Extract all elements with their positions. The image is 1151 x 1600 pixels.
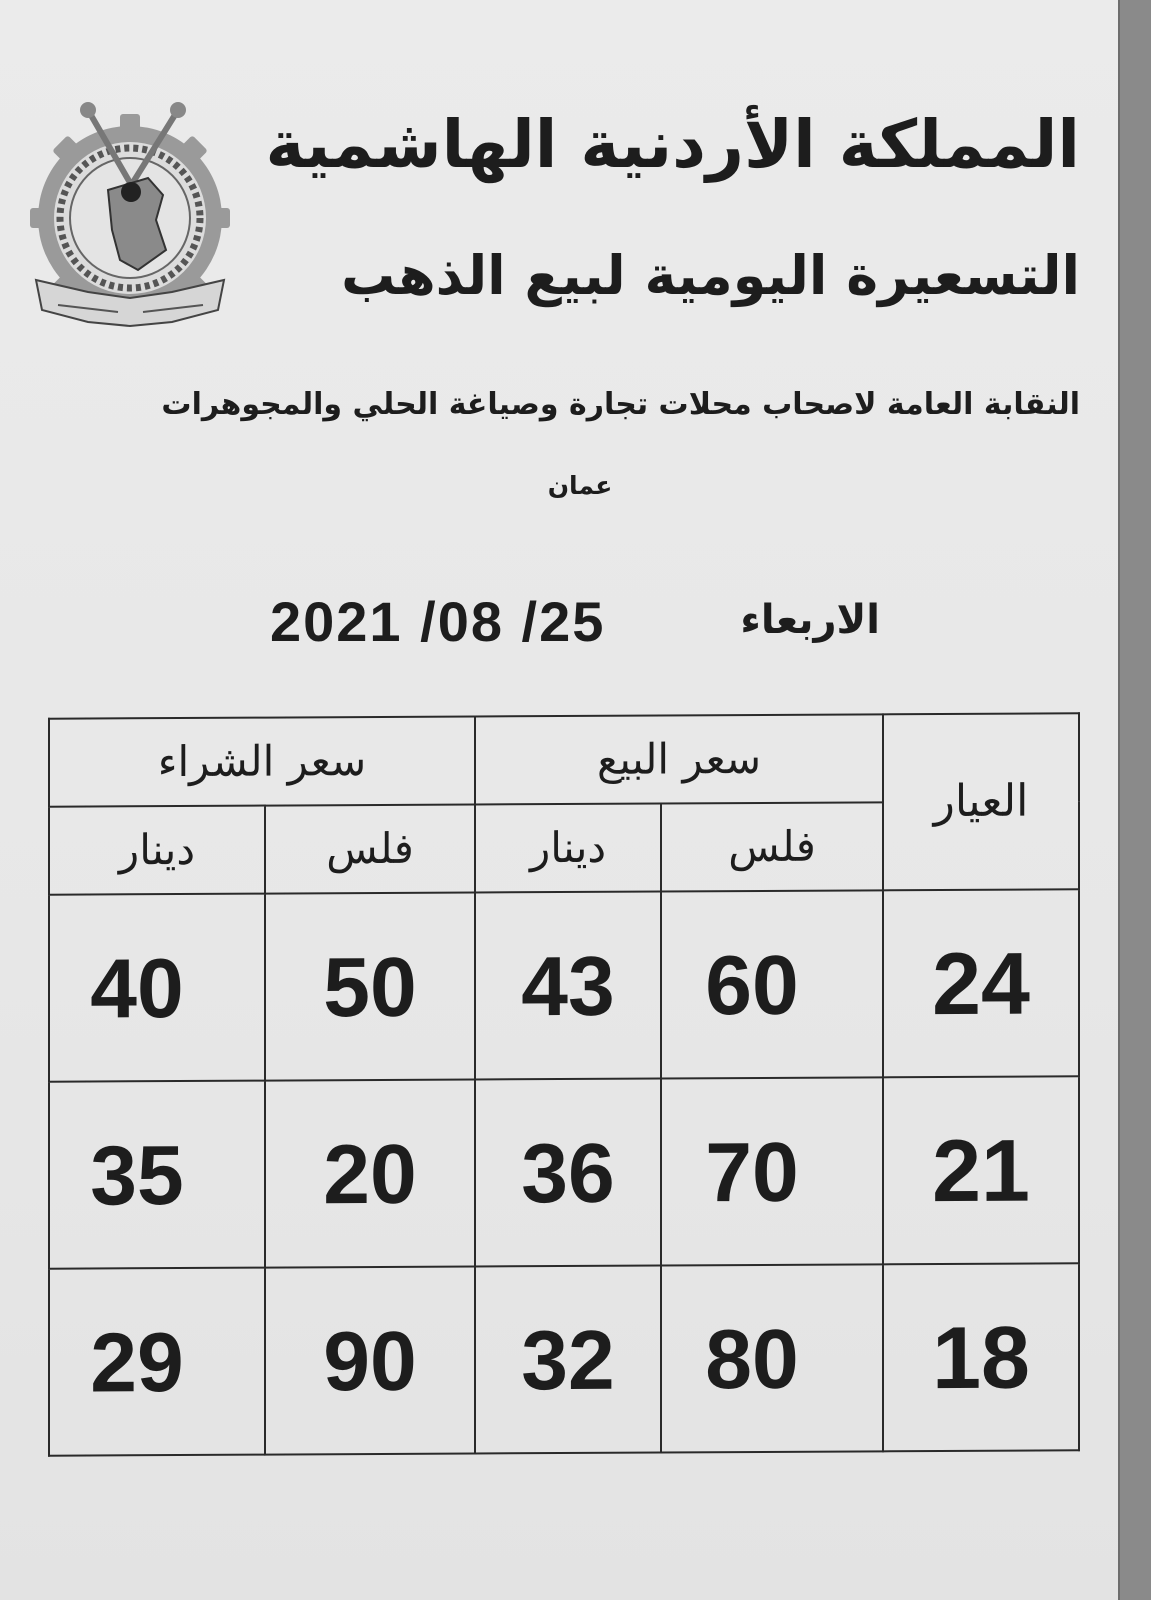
buy-dinar-cell: 35 — [49, 1081, 265, 1269]
sell-fils-header: فلس — [661, 802, 883, 891]
pricing-subtitle: التسعيرة اليومية لبيع الذهب — [341, 244, 1080, 307]
table-header-row — [49, 713, 1079, 806]
table-row — [49, 1263, 1079, 1455]
buy-fils-cell: 50 — [265, 892, 475, 1080]
sell-dinar-header: دينار — [475, 803, 661, 892]
date-value: 2021 /08 /25 — [270, 590, 606, 653]
date-line — [260, 590, 880, 660]
organization-name: النقابة العامة لاصحاب محلات تجارة وصياغة الحلي والمجوهرات — [161, 387, 1080, 422]
table-row — [49, 889, 1079, 1081]
buy-dinar-cell: 40 — [49, 894, 265, 1082]
sell-fils-cell: 70 — [661, 1077, 883, 1265]
buy-fils-cell: 20 — [265, 1079, 475, 1267]
karat-cell: 24 — [883, 889, 1079, 1077]
sell-fils-cell: 80 — [661, 1264, 883, 1452]
buy-fils-cell: 90 — [265, 1266, 475, 1454]
buy-fils-header: فلس — [265, 804, 475, 893]
sell-dinar-cell: 43 — [475, 891, 661, 1079]
background-edge — [1118, 0, 1151, 1600]
sell-dinar-cell: 32 — [475, 1265, 661, 1453]
table-row — [49, 1076, 1079, 1268]
karat-header: العيار — [883, 713, 1079, 890]
kingdom-title: المملكة الأردنية الهاشمية — [265, 106, 1080, 183]
buy-dinar-cell: 29 — [49, 1268, 265, 1456]
syndicate-emblem-icon — [28, 100, 233, 335]
buy-dinar-header: دينار — [49, 806, 265, 895]
city-name: عمان — [547, 471, 613, 500]
buy-price-header: سعر الشراء — [49, 716, 475, 806]
weekday: الاربعاء — [740, 597, 880, 643]
gold-price-table — [48, 712, 1080, 1456]
karat-cell: 21 — [883, 1076, 1079, 1264]
sell-fils-cell: 60 — [661, 890, 883, 1078]
sell-dinar-cell: 36 — [475, 1078, 661, 1266]
sell-price-header: سعر البيع — [475, 714, 883, 804]
karat-cell: 18 — [883, 1263, 1079, 1451]
